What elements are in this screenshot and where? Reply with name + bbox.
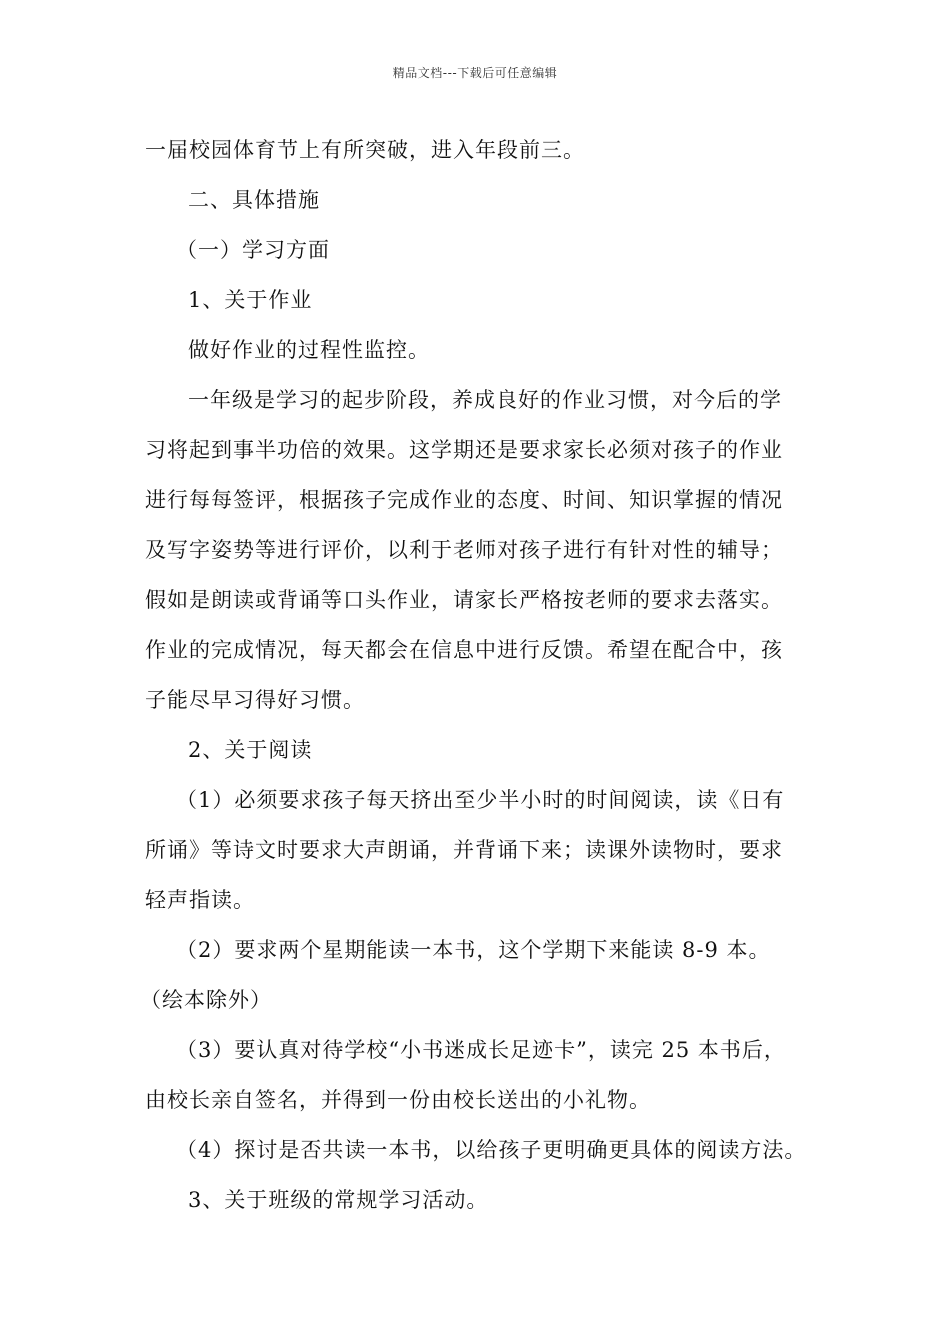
paragraph-line: 一年级是学习的起步阶段，养成良好的作业习惯，对今后的学 xyxy=(188,388,782,412)
paragraph-line: 做好作业的过程性监控。 xyxy=(188,338,430,362)
subsection-heading: （一）学习方面 xyxy=(176,238,330,262)
paragraph-line: 由校长亲自签名，并得到一份由校长送出的小礼物。 xyxy=(145,1088,651,1112)
paragraph-line: 作业的完成情况，每天都会在信息中进行反馈。希望在配合中，孩 xyxy=(145,638,783,662)
paragraph-line: 进行每每签评，根据孩子完成作业的态度、时间、知识掌握的情况 xyxy=(145,488,783,512)
section-heading: 二、具体措施 xyxy=(188,188,320,212)
paragraph-line: （绘本除外） xyxy=(140,988,272,1012)
paragraph-line: （2）要求两个星期能读一本书，这个学期下来能读 8-9 本。 xyxy=(176,938,771,962)
paragraph-line: 子能尽早习得好习惯。 xyxy=(145,688,365,712)
paragraph-line: 所诵》等诗文时要求大声朗诵，并背诵下来；读课外读物时，要求 xyxy=(145,838,783,862)
paragraph-line: 习将起到事半功倍的效果。这学期还是要求家长必须对孩子的作业 xyxy=(145,438,783,462)
item-heading: 3、关于班级的常规学习活动。 xyxy=(188,1188,489,1212)
paragraph-line: 及写字姿势等进行评价，以利于老师对孩子进行有针对性的辅导； xyxy=(145,538,783,562)
paragraph-line: 一届校园体育节上有所突破，进入年段前三。 xyxy=(145,138,585,162)
paragraph-line: 假如是朗读或背诵等口头作业，请家长严格按老师的要求去落实。 xyxy=(145,588,783,612)
paragraph-line: （4）探讨是否共读一本书，以给孩子更明确更具体的阅读方法。 xyxy=(176,1138,807,1162)
page-header: 精品文档---下载后可任意编辑 xyxy=(392,66,558,80)
paragraph-line: 轻声指读。 xyxy=(145,888,255,912)
item-heading: 2、关于阅读 xyxy=(188,738,313,762)
paragraph-line: （3）要认真对待学校“小书迷成长足迹卡”，读完 25 本书后， xyxy=(176,1038,786,1062)
item-heading: 1、关于作业 xyxy=(188,288,313,312)
paragraph-line: （1）必须要求孩子每天挤出至少半小时的时间阅读，读《日有 xyxy=(176,788,785,812)
